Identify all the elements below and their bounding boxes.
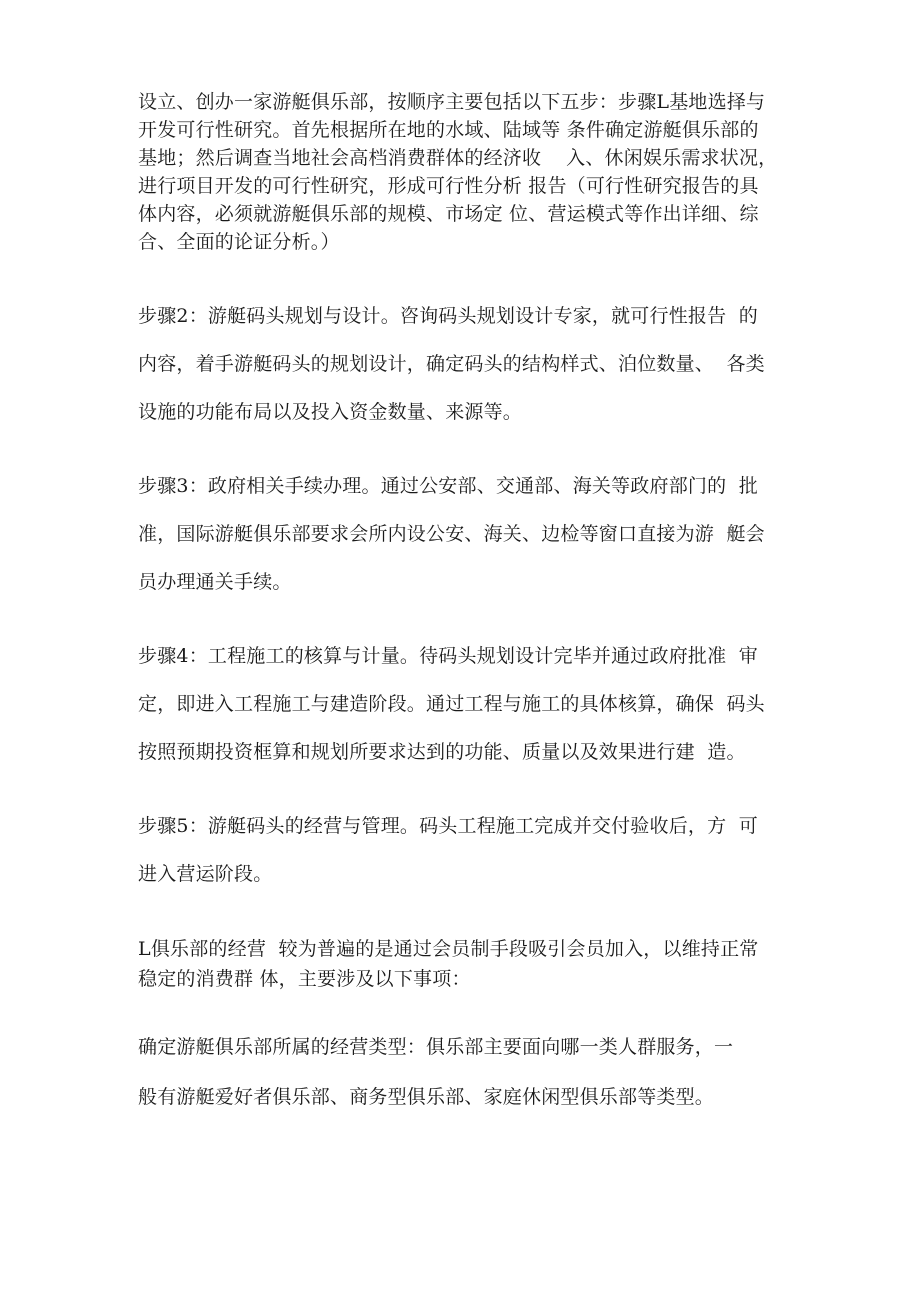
paragraph-step-2 bbox=[138, 292, 798, 436]
paragraph-club-type bbox=[138, 1022, 798, 1122]
text-line: 确定游艇俱乐部所属的经营类型：俱乐部主要面向哪一类人群服务，一 bbox=[138, 1036, 734, 1058]
text-line: 按照预期投资框算和规划所要求达到的功能、质量以及效果进行建 造。 bbox=[138, 741, 746, 763]
text-line: 基地；然后调查当地社会高档消费群体的经济收 入、休闲娱乐需求状况， bbox=[138, 147, 778, 169]
text-line: 设立、创办一家游艇俱乐部，按顺序主要包括以下五步：步骤L基地选择与 bbox=[138, 91, 766, 113]
text-line: 稳定的消费群 体，主要涉及以下事项： bbox=[138, 968, 471, 990]
paragraph-step-3 bbox=[138, 462, 798, 606]
text-line: 般有游艇爱好者俱乐部、商务型俱乐部、家庭休闲型俱乐部等类型。 bbox=[138, 1086, 715, 1108]
text-line: L俱乐部的经营 较为普遍的是通过会员制手段吸引会员加入，以维持正常 bbox=[138, 938, 759, 960]
text-line: 准，国际游艇俱乐部要求会所内设公安、海关、边检等窗口直接为游 艇会 bbox=[138, 523, 765, 545]
paragraph-step-5 bbox=[138, 802, 798, 898]
text-line: 内容，着手游艇码头的规划设计，确定码头的结构样式、泊位数量、 各类 bbox=[138, 353, 765, 375]
text-line: 步骤3：政府相关手续办理。通过公安部、交通部、海关等政府部门的 批 bbox=[138, 475, 758, 497]
text-line: 员办理通关手续。 bbox=[138, 571, 292, 593]
text-line: 定，即进入工程施工与建造阶段。通过工程与施工的具体核算，确保 码头 bbox=[138, 693, 765, 715]
paragraph-club-operation bbox=[138, 934, 798, 994]
paragraph-step-4 bbox=[138, 632, 798, 776]
text-line: 步骤2：游艇码头规划与设计。咨询码头规划设计专家，就可行性报告 的 bbox=[138, 305, 758, 327]
text-line: 合、全面的论证分析。） bbox=[138, 231, 340, 253]
text-line: 设施的功能布局以及投入资金数量、来源等。 bbox=[138, 401, 523, 423]
text-line: 进行项目开发的可行性研究，形成可行性分析 报告（可行性研究报告的具 bbox=[138, 175, 759, 197]
paragraph-intro bbox=[138, 88, 798, 256]
text-line: 体内容，必须就游艇俱乐部的规模、市场定 位、营运模式等作出详细、综 bbox=[138, 203, 759, 225]
text-line: 步骤5：游艇码头的经营与管理。码头工程施工完成并交付验收后，方 可 bbox=[138, 815, 758, 837]
text-line: 进入营运阶段。 bbox=[138, 863, 273, 885]
text-line: 步骤4：工程施工的核算与计量。待码头规划设计完毕并通过政府批准 审 bbox=[138, 645, 758, 667]
text-line: 开发可行性研究。首先根据所在地的水域、陆域等 条件确定游艇俱乐部的 bbox=[138, 119, 759, 141]
